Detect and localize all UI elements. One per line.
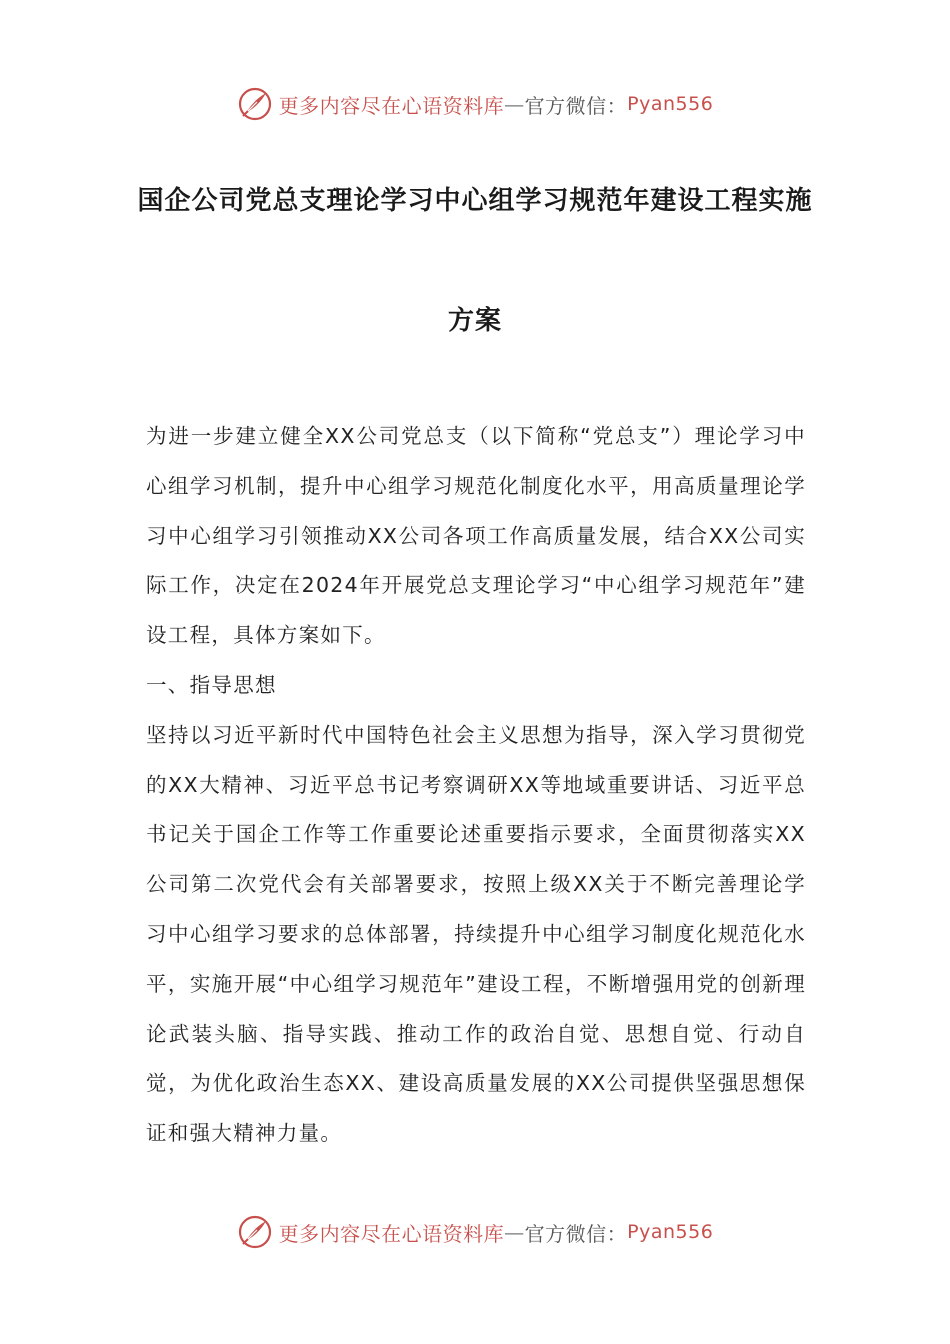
document-title-line-1: 国企公司党总支理论学习中心组学习规范年建设工程实施 <box>137 186 813 216</box>
banner-slogan: 更多内容尽在心语资料库 <box>278 93 505 118</box>
document-title-line-2: 方案 <box>447 306 502 336</box>
banner-separator: — <box>504 1220 525 1244</box>
banner-slogan: 更多内容尽在心语资料库 <box>278 1221 505 1246</box>
banner-wechat-id: Pyan556 <box>627 1221 714 1243</box>
banner-wechat-label: 官方微信： <box>524 1221 628 1246</box>
footer-banner <box>0 1212 950 1252</box>
section-heading-guiding-thought: 一、指导思想 <box>146 672 277 697</box>
intro-paragraph: 为进一步建立健全XX公司党总支（以下简称“党总支”）理论学习中心组学习机制，提升中心组学习规范化制度化水平，用高质量理论学习中心组学习引领推动XX公司各项工作高质量发展，结合XX公司实际工作，决定在2024年开展党总支理论学习“中心组学习规范年”建设工程，具体方案如下。 <box>146 424 806 648</box>
banner-separator: — <box>504 92 525 116</box>
banner-wechat-label: 官方微信： <box>524 93 628 118</box>
guiding-thought-paragraph: 坚持以习近平新时代中国特色社会主义思想为指导，深入学习贯彻党的XX大精神、习近平总书记考察调研XX等地域重要讲话、习近平总书记关于国企工作等工作重要论述重要指示要求，全面贯彻落实XX公司第二次党代会有关部署要求，按照上级XX关于不断完善理论学习中心组学习要求的总体部署，持续提升中心组学习制度化规范化水平，实施开展“中心组学习规范年”建设工程，不断增强用党的创新理论武装头脑、指导实践、推动工作的政治自觉、思想自觉、行动自觉，为优化政治生态XX、建设高质量发展的XX公司提供坚强思想保证和强大精神力量。 <box>146 722 806 1146</box>
feather-pen-circle-icon <box>237 86 273 122</box>
header-banner <box>0 84 950 124</box>
feather-pen-circle-icon <box>237 1214 273 1250</box>
document-body <box>146 412 806 1159</box>
banner-wechat-id: Pyan556 <box>627 93 714 115</box>
